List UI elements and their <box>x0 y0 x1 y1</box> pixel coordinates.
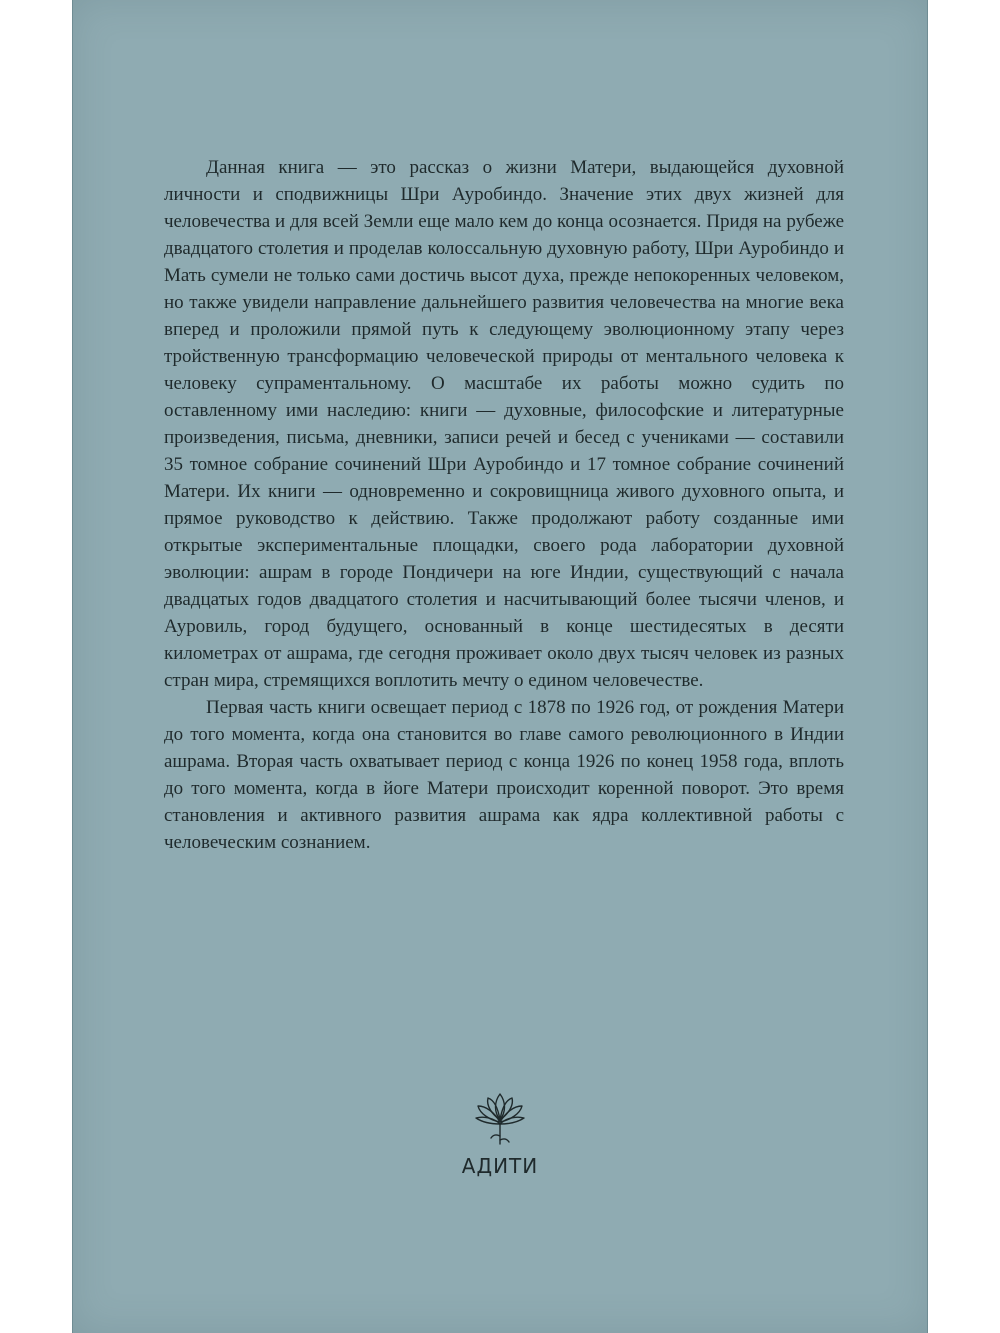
annotation-paragraph-2: Первая часть книги освещает период с 1878 по 1926 год, от рождения Матери до того момента, когда она становится во главе самого революционного в Индии ашрама. Вторая часть охватывает период с конца 1926 по конец 1958 года, вплоть до того момента, когда в йоге Матери происходит коренной поворот. Это время становления и активного развития ашрама как ядра коллективной работы с человеческим сознанием. <box>164 697 844 853</box>
cover-left-edge <box>72 0 73 1333</box>
annotation-text <box>164 154 844 856</box>
lotus-icon <box>468 1088 532 1148</box>
back-cover <box>72 0 928 1333</box>
publisher-name: АДИТИ <box>461 1154 539 1178</box>
publisher-mark <box>435 1088 565 1178</box>
annotation-paragraph-1: Данная книга — это рассказ о жизни Матери, выдающейся духовной личности и сподвижницы Шри Ауробиндо. Значение этих двух жизней для человечества и для всей Земли еще мало кем до конца осознается. Придя на рубеже двадцатого столетия и проделав колоссальную духовную работу, Шри Ауробиндо и Мать сумели не только сами достичь высот духа, прежде непокоренных человеком, но также увидели направление дальнейшего развития человечества на многие века вперед и проложили прямой путь к следующему эволюционному этапу через тройственную трансформацию человеческой природы от ментального человека к человеку супраментальному. О масштабе их работы можно судить по оставленному ими наследию: книги — духовные, философские и литературные произведения, письма, дневники, записи речей и бесед с учениками — составили 35 томное собрание сочинений Шри Ауробиндо и 17 томное собрание сочинений Матери. Их книги — одновременно и сокровищница живого духовного опыта, и прямое руководство к действию. Также продолжают работу созданные ими открытые экспериментальные площадки, своего рода лаборатории духовной эволюции: ашрам в городе Пондичери на юге Индии, существующий с начала двадцатых годов двадцатого столетия и насчитывающий более тысячи членов, и Ауровиль, город будущего, основанный в конце шестидесятых в десяти километрах от ашрама, где сегодня проживает около двух тысяч человек из разных стран мира, стремящихся воплотить мечту о едином человечестве. <box>164 157 844 691</box>
cover-right-edge <box>927 0 928 1333</box>
